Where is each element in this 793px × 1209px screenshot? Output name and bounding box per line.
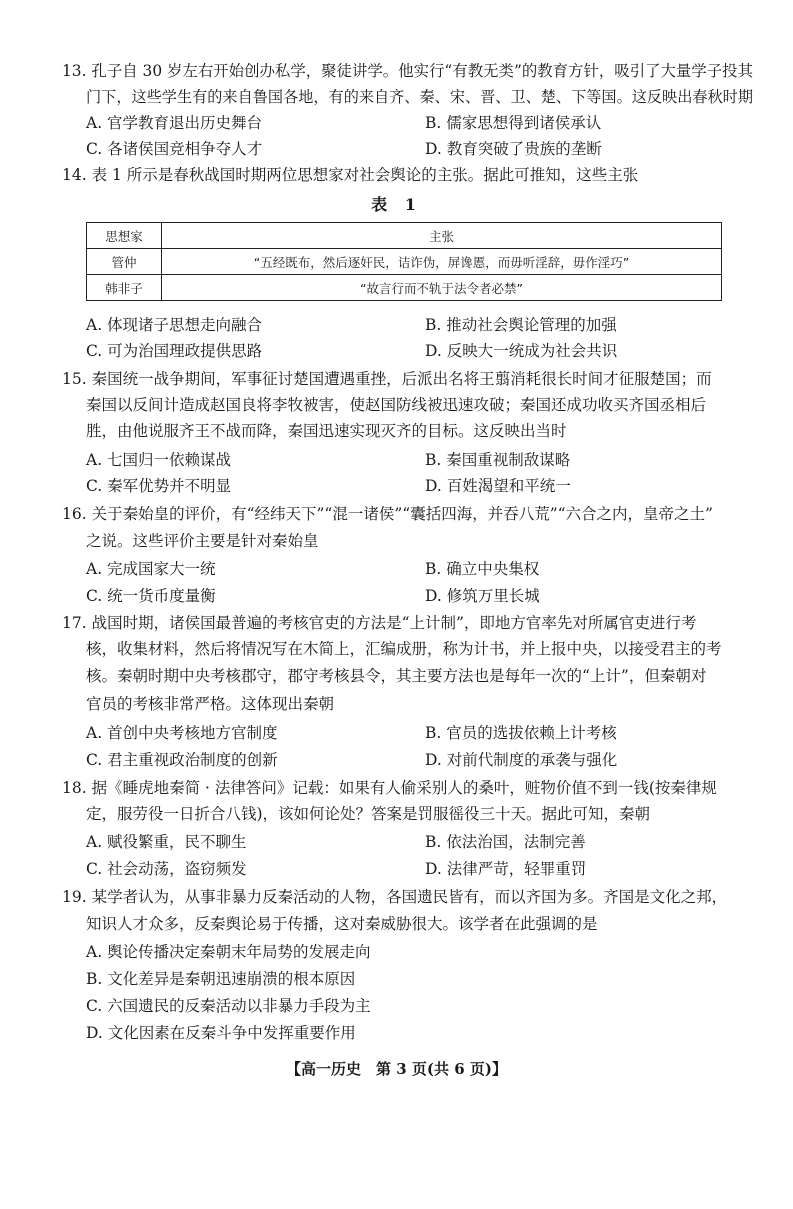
q15-stem-line2: 秦国以反间计造成赵国良将李牧被害，使赵国防线被迅速攻破；秦国还成功收买齐国丞相后 bbox=[86, 396, 707, 414]
q18-option-d: D. 法律严苛，轻罪重罚 bbox=[425, 860, 587, 878]
table-cell: 韩非子 bbox=[87, 275, 162, 301]
q16-option-d: D. 修筑万里长城 bbox=[425, 587, 540, 605]
q15-stem-line3: 胜，由他说服齐王不战而降，秦国迅速实现灭齐的目标。这反映出当时 bbox=[86, 422, 567, 440]
q16-option-a: A. 完成国家大一统 bbox=[86, 560, 216, 578]
q17-stem-line1: 17. 战国时期，诸侯国最普遍的考核官吏的方法是“上计制”，即地方官率先对所属官吏进行考 bbox=[62, 614, 697, 632]
q17-stem-line4: 官员的考核非常严格。这体现出秦朝 bbox=[86, 695, 335, 713]
q17-option-a: A. 首创中央考核地方官制度 bbox=[86, 724, 278, 742]
q19-option-d: D. 文化因素在反秦斗争中发挥重要作用 bbox=[86, 1024, 356, 1042]
table-caption: 表 1 bbox=[371, 195, 422, 214]
q15-stem-line1: 15. 秦国统一战争期间，军事征讨楚国遭遇重挫，后派出名将王翦消耗很长时间才征服楚国；而 bbox=[62, 370, 712, 388]
q14-option-c: C. 可为治国理政提供思路 bbox=[86, 342, 263, 360]
table-cell: 管仲 bbox=[87, 249, 162, 275]
q14-option-b: B. 推动社会舆论管理的加强 bbox=[425, 316, 617, 334]
q19-option-c: C. 六国遗民的反秦活动以非暴力手段为主 bbox=[86, 997, 371, 1015]
q17-option-d: D. 对前代制度的承袭与强化 bbox=[425, 751, 618, 769]
q13-stem-line2: 门下，这些学生有的来自鲁国各地，有的来自齐、秦、宋、晋、卫、楚、下等国。这反映出春秋时期 bbox=[86, 88, 754, 106]
q18-stem-line2: 定，服劳役一日折合八钱)，该如何论处？答案是罚服徭役三十天。据此可知，秦朝 bbox=[86, 805, 651, 823]
table-header-cell: 思想家 bbox=[87, 223, 162, 249]
q15-option-d: D. 百姓渴望和平统一 bbox=[425, 477, 571, 495]
q17-stem-line3: 核。秦朝时期中央考核郡守，郡守考核县令，其主要方法也是每年一次的“上计”，但秦朝对 bbox=[86, 667, 707, 685]
table-header-cell: 主张 bbox=[162, 223, 722, 249]
q16-stem-line2: 之说。这些评价主要是针对秦始皇 bbox=[86, 532, 319, 550]
table-row bbox=[87, 275, 722, 301]
q14-stem-line1: 14. 表 1 所示是春秋战国时期两位思想家对社会舆论的主张。据此可推知，这些主张 bbox=[62, 166, 639, 184]
q18-option-a: A. 赋役繁重，民不聊生 bbox=[86, 833, 247, 851]
table-row bbox=[87, 249, 722, 275]
q18-option-c: C. 社会动荡，盗窃频发 bbox=[86, 860, 247, 878]
q16-option-b: B. 确立中央集权 bbox=[425, 560, 540, 578]
q16-stem-line1: 16. 关于秦始皇的评价，有“经纬天下”“混一诸侯”“囊括四海，并吞八荒”“六合之内，皇帝之土” bbox=[62, 505, 713, 523]
table-cell: “五经既布，然后逐奸民，诘诈伪，屏谗慝，而毋听淫辞，毋作淫巧” bbox=[162, 249, 722, 275]
page-footer: 【高一历史 第 3 页(共 6 页)】 bbox=[286, 1060, 507, 1078]
q19-stem-line2: 知识人才众多，反秦舆论易于传播，这对秦威胁很大。该学者在此强调的是 bbox=[86, 915, 598, 933]
table-row bbox=[87, 223, 722, 249]
q16-option-c: C. 统一货币度量衡 bbox=[86, 587, 216, 605]
q13-stem-line1: 13. 孔子自 30 岁左右开始创办私学，聚徒讲学。他实行“有教无类”的教育方针，吸引了大量学子投其 bbox=[62, 62, 753, 80]
q19-option-b: B. 文化差异是秦朝迅速崩溃的根本原因 bbox=[86, 970, 356, 988]
q15-option-c: C. 秦军优势并不明显 bbox=[86, 477, 232, 495]
q17-stem-line2: 核，收集材料，然后将情况写在木简上，汇编成册，称为计书，并上报中央，以接受君主的考 bbox=[86, 640, 722, 658]
q14-option-a: A. 体现诸子思想走向融合 bbox=[86, 316, 263, 334]
q15-option-a: A. 七国归一依赖谋战 bbox=[86, 451, 232, 469]
q17-option-c: C. 君主重视政治制度的创新 bbox=[86, 751, 278, 769]
q13-option-b: B. 儒家思想得到诸侯承认 bbox=[425, 114, 602, 132]
q18-option-b: B. 依法治国，法制完善 bbox=[425, 833, 586, 851]
q17-option-b: B. 官员的选拔依赖上计考核 bbox=[425, 724, 617, 742]
thinkers-table bbox=[86, 222, 722, 301]
q14-option-d: D. 反映大一统成为社会共识 bbox=[425, 342, 618, 360]
q13-option-c: C. 各诸侯国竞相争夺人才 bbox=[86, 140, 263, 158]
q13-option-a: A. 官学教育退出历史舞台 bbox=[86, 114, 263, 132]
table-cell: “故言行而不轨于法令者必禁” bbox=[162, 275, 722, 301]
q18-stem-line1: 18. 据《睡虎地秦简 · 法律答问》记载：如果有人偷采别人的桑叶，赃物价值不到一钱(按秦律规 bbox=[62, 779, 717, 797]
q15-option-b: B. 秦国重视制敌谋略 bbox=[425, 451, 571, 469]
q19-option-a: A. 舆论传播决定秦朝末年局势的发展走向 bbox=[86, 943, 371, 961]
q13-option-d: D. 教育突破了贵族的垄断 bbox=[425, 140, 602, 158]
q19-stem-line1: 19. 某学者认为，从事非暴力反秦活动的人物，各国遗民皆有，而以齐国为多。齐国是文化之邦， bbox=[62, 888, 728, 906]
